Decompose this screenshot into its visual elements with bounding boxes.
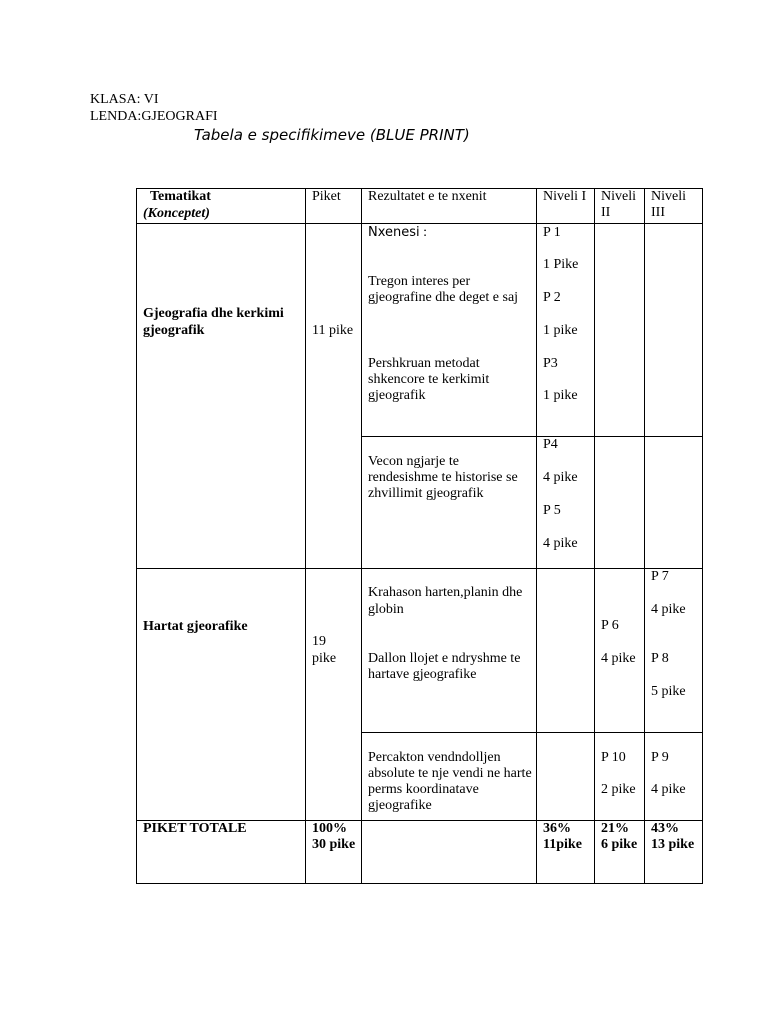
outcome-3-line3: zhvillimit gjeografik [368,486,484,501]
points-section1: 11 pike [312,323,354,338]
col-divider-piket [305,188,306,884]
outcome-1-line1: Tregon interes per [368,274,471,289]
question-p10: P 10 [601,750,626,765]
totals-niveli2-percent: 21% [601,821,629,836]
totals-niveli1-points: 11pike [543,837,582,852]
question-p9: P 9 [651,750,669,765]
col-header-niveli2: Niveli [601,189,636,204]
table-border-bottom [136,883,703,884]
outcome-2-line2: shkencore te kerkimit [368,372,490,387]
outcome-3-line1: Vecon ngjarje te [368,454,459,469]
col-divider-niveli3 [644,188,645,884]
question-p4: P4 [543,437,558,452]
outcome-6-line3: perms koordinatave [368,782,479,797]
outcome-4-line2: globin [368,602,404,617]
points-section2: 19 [312,634,326,649]
question-p4-points: 4 pike [543,470,578,485]
totals-percent: 100% [312,821,347,836]
topic-gjeografia-cont: gjeografik [143,323,205,338]
question-p5-points: 4 pike [543,536,578,551]
question-p10-points: 2 pike [601,782,636,797]
col-header-niveli1: Niveli I [543,189,587,204]
outcome-intro-word: Nxenesi [368,225,420,240]
totals-niveli1-percent: 36% [543,821,571,836]
question-p2: P 2 [543,290,561,305]
row-divider-s1 [361,436,703,437]
col-header-niveli2-roman: II [601,205,611,220]
col-header-niveli3-roman: III [651,205,665,220]
outcome-intro-colon: : [423,225,428,240]
outcome-intro [368,225,427,242]
totals-niveli3-points: 13 pike [651,837,695,852]
totals-label: PIKET TOTALE [143,821,247,836]
col-header-rezultatet: Rezultatet e te nxenit [368,189,487,204]
col-divider-niveli2 [594,188,595,884]
question-p7: P 7 [651,569,669,584]
row-divider-s2 [361,732,703,733]
points-section2-unit: pike [312,651,337,666]
question-p8-points: 5 pike [651,684,686,699]
class-label: KLASA: VI [90,92,159,107]
outcome-3-line2: rendesishme te historise se [368,470,518,485]
question-p1-points: 1 Pike [543,257,579,272]
question-p2-points: 1 pike [543,323,578,338]
question-p1: P 1 [543,225,561,240]
outcome-6-line2: absolute te nje vendi ne harte [368,766,532,781]
question-p3-points: 1 pike [543,388,578,403]
question-p9-points: 4 pike [651,782,686,797]
question-p6-points: 4 pike [601,651,636,666]
topic-hartat: Hartat gjeorafike [143,619,248,634]
subject-label: LENDA:GJEOGRAFI [90,109,218,124]
outcome-5-line1: Dallon llojet e ndryshme te [368,651,521,666]
totals-niveli3-percent: 43% [651,821,679,836]
table-border-left [136,188,137,884]
topic-gjeografia: Gjeografia dhe kerkimi [143,306,284,321]
col-header-konceptet: (Konceptet) [143,206,210,221]
question-p8: P 8 [651,651,669,666]
question-p7-points: 4 pike [651,602,686,617]
outcome-5-line2: hartave gjeografike [368,667,477,682]
outcome-1-line2: gjeografine dhe deget e saj [368,290,519,305]
specification-table [136,188,703,884]
outcome-6-line1: Percakton vendndolljen [368,750,501,765]
col-header-tematikat: Tematikat [150,189,211,204]
totals-points: 30 pike [312,837,356,852]
outcome-4-line1: Krahason harten,planin dhe [368,585,523,600]
document-title: Tabela e specifikimeve (BLUE PRINT) [194,126,470,144]
outcome-2-line1: Pershkruan metodat [368,356,480,371]
col-header-piket: Piket [312,189,341,204]
header-row-divider [136,223,703,224]
col-divider-niveli1 [536,188,537,884]
question-p5: P 5 [543,503,561,518]
outcome-6-line4: gjeografike [368,798,432,813]
question-p3: P3 [543,356,558,371]
totals-niveli2-points: 6 pike [601,837,638,852]
question-p6: P 6 [601,618,619,633]
table-border-right [702,188,703,884]
col-divider-rezultatet [361,188,362,884]
col-header-niveli3: Niveli [651,189,686,204]
outcome-2-line3: gjeografik [368,388,426,403]
section-divider [136,568,703,569]
